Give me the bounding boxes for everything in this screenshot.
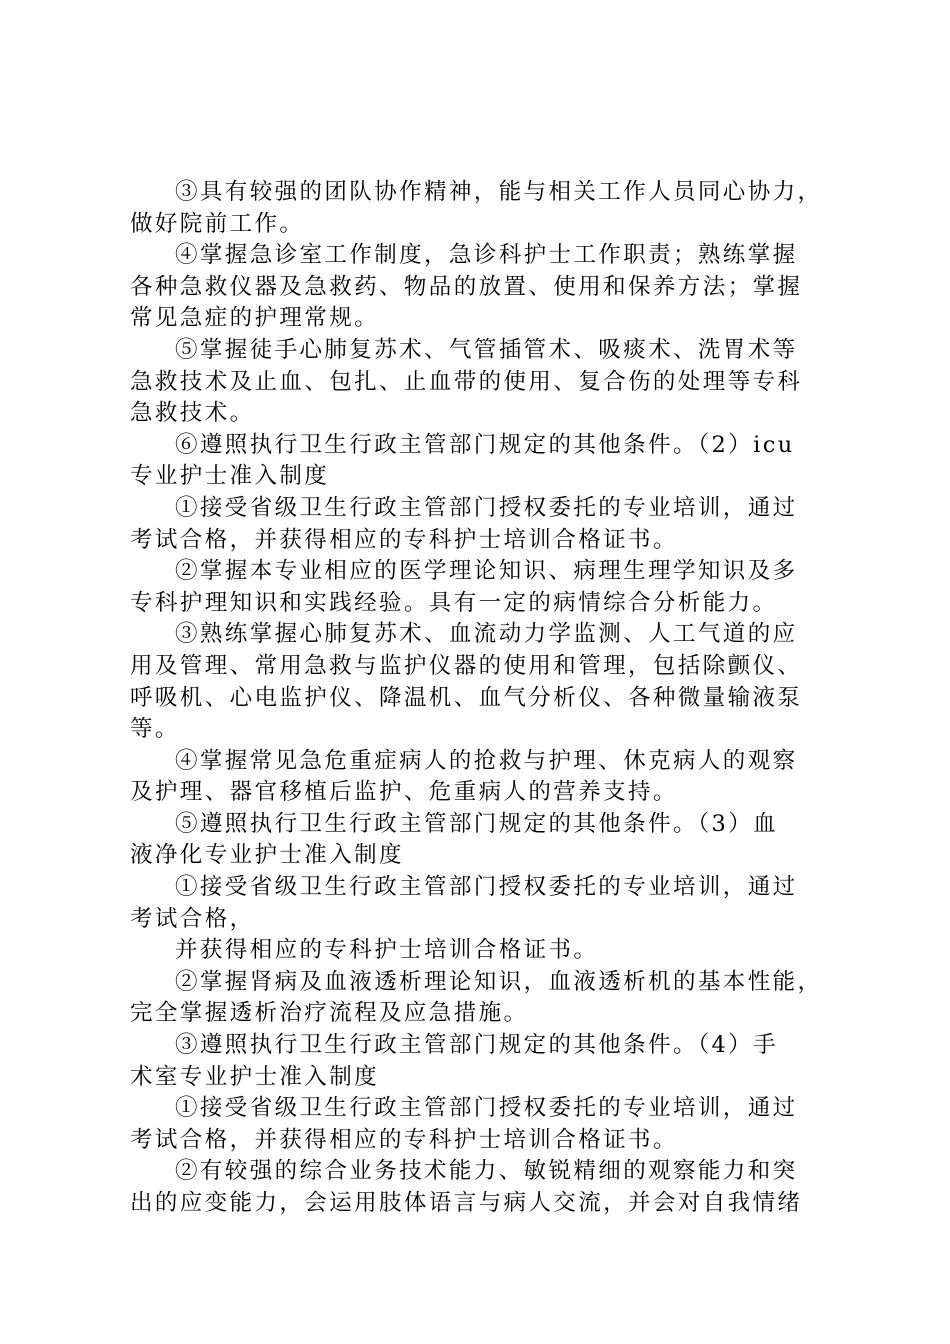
text-line: ③熟练掌握心肺复苏术、血流动力学监测、人工气道的应 (175, 621, 798, 648)
text-line: ⑤掌握徒手心肺复苏术、气管插管术、吸痰术、洗胃术等 (175, 336, 798, 363)
text-line: ①接受省级卫生行政主管部门授权委托的专业培训，通过 (175, 494, 798, 521)
text-line: ②掌握本专业相应的医学理论知识、病理生理学知识及多 (175, 558, 798, 585)
text-line: ③遵照执行卫生行政主管部门规定的其他条件。（4）手 (175, 1032, 779, 1059)
text-line: ①接受省级卫生行政主管部门授权委托的专业培训，通过 (175, 874, 798, 901)
text-line: ②掌握肾病及血液透析理论知识，血液透析机的基本性能， (175, 968, 823, 995)
text-line: 等。 (130, 716, 180, 743)
text-line: ④掌握急诊室工作制度，急诊科护士工作职责；熟练掌握 (175, 242, 798, 269)
document-body (130, 177, 836, 1220)
text-line: 呼吸机、心电监护仪、降温机、血气分析仪、各种微量输液泵 (130, 684, 803, 711)
text-line: 考试合格， (130, 905, 255, 932)
text-line: 考试合格，并获得相应的专科护士培训合格证书。 (130, 526, 678, 553)
text-line: ⑤遵照执行卫生行政主管部门规定的其他条件。（3）血 (175, 810, 779, 837)
text-line: 考试合格，并获得相应的专科护士培训合格证书。 (130, 1126, 678, 1153)
text-line: 出的应变能力，会运用肢体语言与病人交流，并会对自我情绪 (130, 1190, 803, 1216)
text-line: ①接受省级卫生行政主管部门授权委托的专业培训，通过 (175, 1095, 798, 1122)
text-line: 专业护士准入制度 (130, 463, 330, 490)
text-line: 完全掌握透析治疗流程及应急措施。 (130, 1000, 529, 1027)
text-line: 液净化专业护士准入制度 (130, 842, 404, 869)
text-line: 专科护理知识和实践经验。具有一定的病情综合分析能力。 (130, 589, 778, 616)
text-line: 常见急症的护理常规。 (130, 305, 380, 332)
text-line: ③具有较强的团队协作精神，能与相关工作人员同心协力， (175, 179, 823, 205)
text-line: 各种急救仪器及急救药、物品的放置、使用和保养方法；掌握 (130, 273, 803, 300)
text-line: 及护理、器官移植后监护、危重病人的营养支持。 (130, 779, 678, 806)
text-line: ⑥遵照执行卫生行政主管部门规定的其他条件。（2）icu (175, 431, 795, 458)
text-line: 并获得相应的专科护士培训合格证书。 (175, 937, 599, 964)
text-line: 急救技术。 (130, 400, 255, 427)
text-line: 术室专业护士准入制度 (130, 1063, 380, 1090)
text-line: 急救技术及止血、包扎、止血带的使用、复合伤的处理等专科 (130, 368, 803, 395)
text-line: ④掌握常见急危重症病人的抢救与护理、休克病人的观察 (175, 747, 798, 774)
text-line: 做好院前工作。 (130, 210, 305, 237)
text-line: 用及管理、常用急救与监护仪器的使用和管理，包括除颤仪、 (130, 652, 803, 679)
text-line: ②有较强的综合业务技术能力、敏锐精细的观察能力和突 (175, 1158, 798, 1185)
